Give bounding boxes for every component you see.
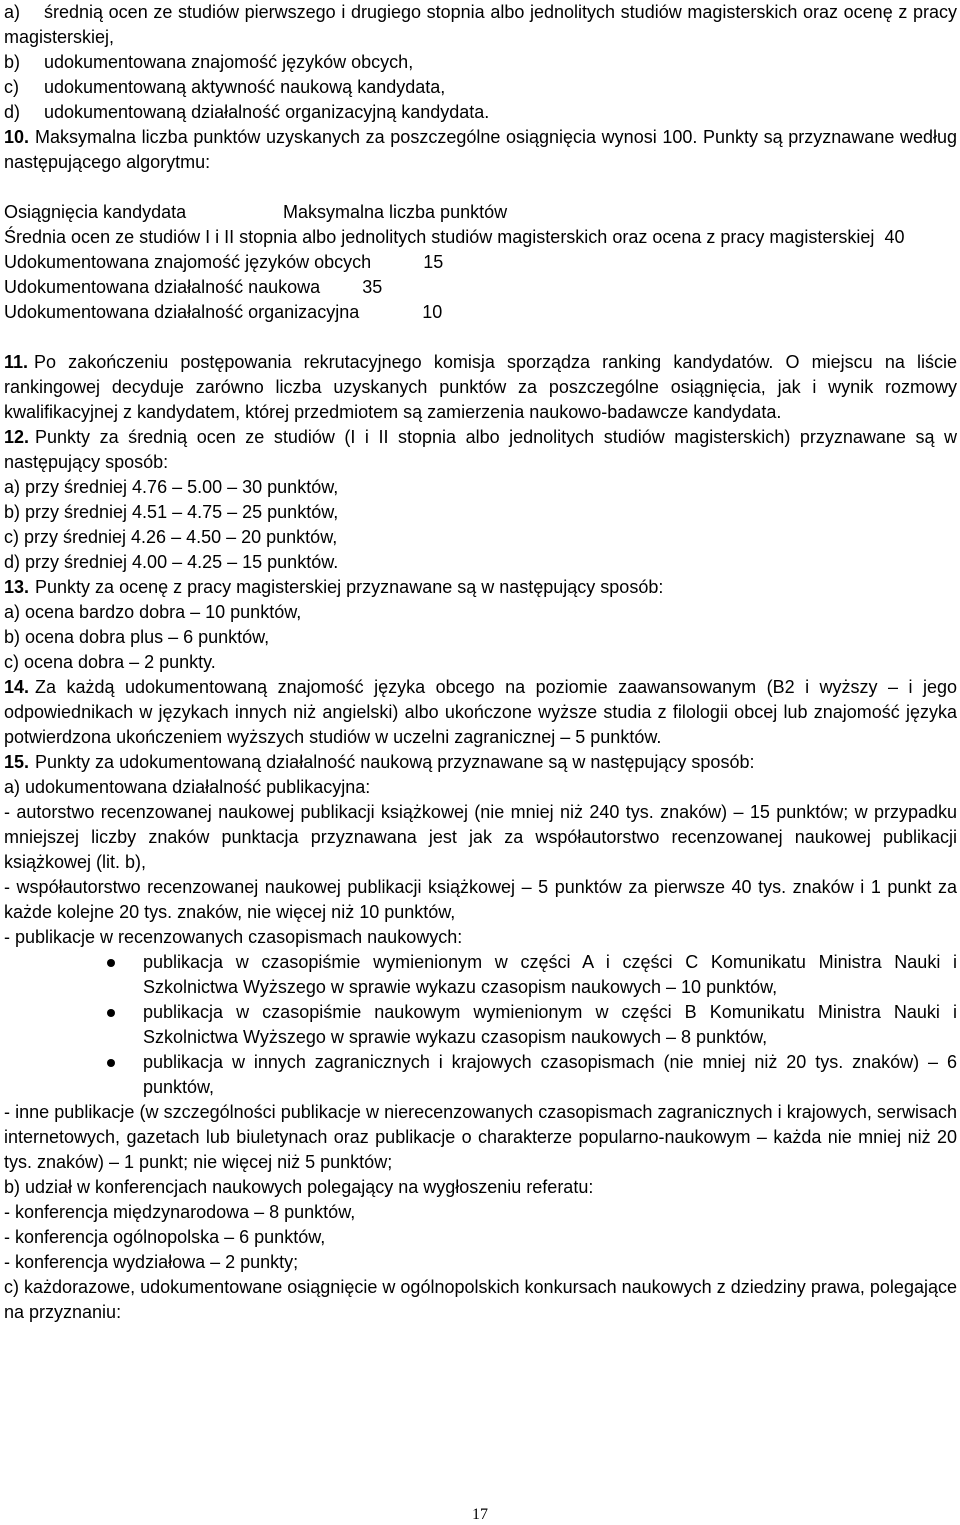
publication-rule: - autorstwo recenzowanej naukowej publikacji książkowej (nie mniej niż 240 tys. znaków) – 15 punktów; w przypadku mniejszej liczby znaków punktacja przyznawana jest jak za współautorstwo recenzowanej naukowej publikacji książkowej (lit. b), [4,802,957,872]
publication-rule: - publikacje w recenzowanych czasopismach naukowych: [4,927,463,947]
section-11 [4,350,957,425]
section-number: 15. [4,752,30,772]
spacer [4,325,957,350]
list-item: b) ocena dobra plus – 6 punktów, [4,627,270,647]
section-15 [4,750,957,775]
list-item: a) przy średniej 4.76 – 5.00 – 30 punktów, [4,477,339,497]
list-item: d) przy średniej 4.00 – 4.25 – 15 punktów. [4,552,339,572]
table-cell-points: 10 [422,302,443,322]
list-item [4,75,957,100]
list-item-text: średnią ocen ze studiów pierwszego i drugiego stopnia albo jednolitych studiów magisterskich oraz ocenę z pracy magisterskiej, [4,2,957,47]
list-item-label: d) [4,102,21,122]
table-row [4,225,957,250]
section-text: Maksymalna liczba punktów uzyskanych za poszczególne osiągnięcia wynosi 100. Punkty są przyznawane według następującego algorytmu: [4,127,957,172]
journal-bullets [4,950,957,1100]
subsection-a: a) udokumentowana działalność publikacyjna: [4,777,371,797]
bullet-icon [107,1009,115,1017]
section-10 [4,125,957,175]
conference-item: - konferencja międzynarodowa – 8 punktów, [4,1202,356,1222]
bullet-icon [107,1059,115,1067]
list-item: a) ocena bardzo dobra – 10 punktów, [4,602,302,622]
publication-rule: - inne publikacje (w szczególności publikacje w nierecenzowanych czasopismach zagranicznych i krajowych, serwisach internetowych, gazetach lub biuletynach oraz publikacje o charakterze popularno-naukowym – każda nie mniej niż 20 tys. znaków) – 1 punkt; nie więcej niż 5 punktów; [4,1102,957,1172]
table-header-achievements: Osiągnięcia kandydata [4,202,187,222]
list-item-label: b) [4,52,21,72]
section-text: Punkty za średnią ocen ze studiów (I i II stopnia albo jednolitych studiów magisterskich) przyznawane są w następujący sposób: [4,427,957,472]
table-header [4,200,957,225]
bullet-text: publikacja w czasopiśmie wymienionym w części A i części C Komunikatu Ministra Nauki i Szkolnictwa Wyższego w sprawie wykazu czasopism naukowych – 10 punktów, [143,952,957,997]
list-item [4,50,957,75]
subsection-c: c) każdorazowe, udokumentowane osiągnięcie w ogólnopolskich konkursach naukowych z dziedziny prawa, polegające na przyznaniu: [4,1277,957,1322]
list-item-label: c) [4,77,19,97]
bullet-text: publikacja w czasopiśmie naukowym wymienionym w części B Komunikatu Ministra Nauki i Szkolnictwa Wyższego w sprawie wykazu czasopism naukowych – 8 punktów, [143,1002,957,1047]
table-cell-name: Udokumentowana znajomość języków obcych [4,252,372,272]
document-page [4,0,957,1325]
page-number: 17 [472,1506,488,1523]
table-cell-name: Udokumentowana działalność organizacyjna [4,302,360,322]
section-text: Punkty za ocenę z pracy magisterskiej przyznawane są w następujący sposób: [35,577,664,597]
table-header-max-points: Maksymalna liczba punktów [283,202,508,222]
section-number: 14. [4,677,30,697]
conference-item: - konferencja wydziałowa – 2 punkty; [4,1252,299,1272]
list-item: b) przy średniej 4.51 – 4.75 – 25 punktów, [4,502,339,522]
list-item: c) ocena dobra – 2 punkty. [4,652,216,672]
list-item [4,100,957,125]
table-cell-name: Udokumentowana działalność naukowa [4,277,321,297]
list-item-text: udokumentowaną aktywność naukową kandydata, [44,77,446,97]
section-12 [4,425,957,475]
list-item-text: udokumentowana znajomość języków obcych, [44,52,414,72]
spacer [4,175,957,200]
section-number: 11. [4,352,29,372]
subsection-b: b) udział w konferencjach naukowych polegający na wygłoszeniu referatu: [4,1177,594,1197]
section-number: 12. [4,427,30,447]
table-row [4,250,957,275]
list-item [4,0,957,50]
bullet-item [4,950,957,1000]
section-number: 13. [4,577,30,597]
criteria-list [4,0,957,125]
section-text: Po zakończeniu postępowania rekrutacyjnego komisja sporządza ranking kandydatów. O miejscu na liście rankingowej decyduje zarówno liczba uzyskanych punktów za poszczególne osiągnięcia, jak i wynik rozmowy kwalifikacyjnej z kandydatem, której przedmiotem są zamierzenia naukowo-badawcze kandydata. [4,352,957,422]
section-13 [4,575,957,600]
section-14 [4,675,957,750]
bullet-text: publikacja w innych zagranicznych i krajowych czasopismach (nie mniej niż 20 tys. znaków) – 6 punktów, [143,1052,957,1097]
conference-item: - konferencja ogólnopolska – 6 punktów, [4,1227,326,1247]
table-cell-name: Średnia ocen ze studiów I i II stopnia albo jednolitych studiów magisterskich oraz ocena z pracy magisterskiej [4,227,875,247]
table-cell-points: 40 [884,227,905,247]
table-cell-points: 15 [423,252,444,272]
table-row [4,300,957,325]
section-number: 10. [4,127,30,147]
bullet-item [4,1000,957,1050]
list-item-text: udokumentowaną działalność organizacyjną kandydata. [44,102,490,122]
list-item: c) przy średniej 4.26 – 4.50 – 20 punktów, [4,527,338,547]
table-cell-points: 35 [362,277,383,297]
section-text: Za każdą udokumentowaną znajomość języka obcego na poziomie zaawansowanym (B2 i wyższy – i jego odpowiednikach w językach innych niż angielski) albo ukończone wyższe studia z filologii obcej lub znajomość języka potwierdzona ukończeniem wyższych studiów w uczelni zagranicznej – 5 punktów. [4,677,957,747]
bullet-icon [107,959,115,967]
publication-rule: - współautorstwo recenzowanej naukowej publikacji książkowej – 5 punktów za pierwsze 40 tys. znaków i 1 punkt za każde kolejne 20 tys. znaków, nie więcej niż 10 punktów, [4,877,957,922]
table-row [4,275,957,300]
bullet-item [4,1050,957,1100]
section-text: Punkty za udokumentowaną działalność naukową przyznawane są w następujący sposób: [35,752,755,772]
list-item-label: a) [4,2,21,22]
points-table [4,200,957,325]
